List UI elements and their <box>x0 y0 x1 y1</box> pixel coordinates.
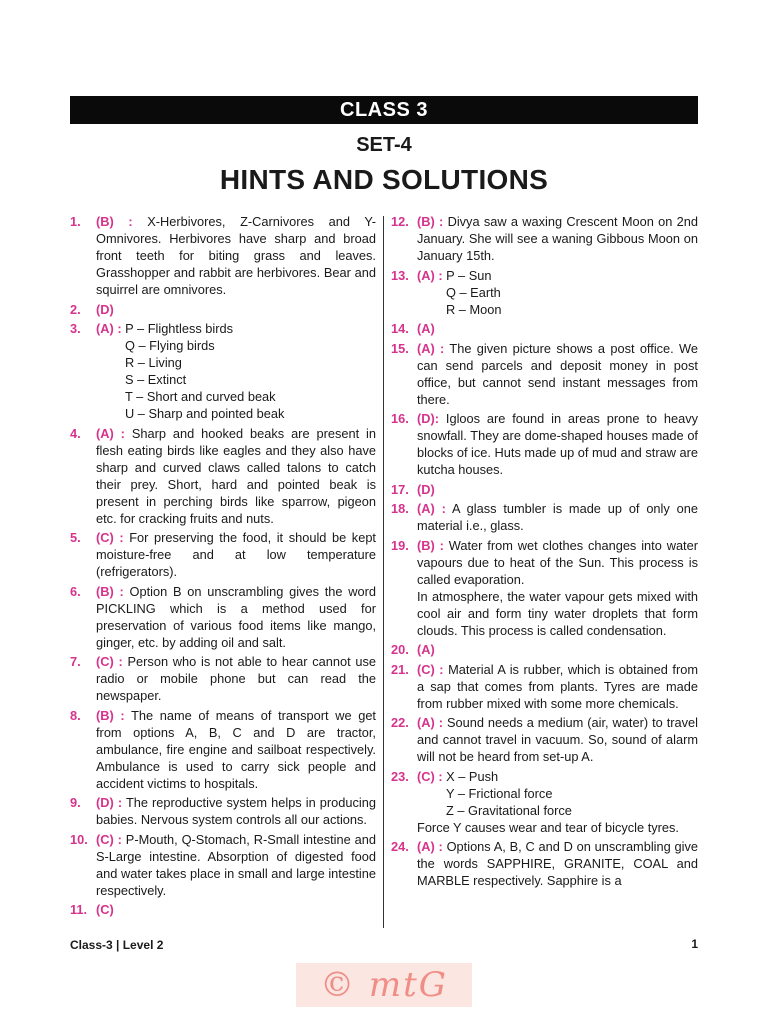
solution-item <box>391 641 698 658</box>
question-number: 19. <box>391 537 409 553</box>
question-number: 17. <box>391 481 409 497</box>
solution-item <box>70 707 376 792</box>
question-number: 2. <box>70 301 81 317</box>
page-title: HINTS AND SOLUTIONS <box>219 164 549 195</box>
solution-item <box>70 320 376 422</box>
solution-item <box>391 661 698 712</box>
explanation-text: Option B on unscrambling gives the word PICKLING which is a method used for preservation of various food items like mango, ginger, etc. by adding oil and salt. <box>96 583 376 650</box>
solution-item <box>391 838 698 889</box>
question-number: 22. <box>391 715 409 730</box>
solution-item <box>70 425 376 527</box>
solution-item <box>391 481 698 498</box>
solution-item <box>391 410 698 478</box>
solution-item <box>391 213 698 264</box>
matching-line: T – Short and curved beak <box>125 389 276 404</box>
answer-option: (B) : <box>417 537 444 553</box>
question-number: 24. <box>391 839 409 854</box>
matching-line: S – Extinct <box>125 372 187 387</box>
explanation-text: A glass tumbler is made up of only one material i.e., glass. <box>417 501 698 533</box>
question-number: 1. <box>70 214 81 229</box>
explanation-paragraph: Force Y causes wear and tear of bicycle tyres. <box>417 819 679 835</box>
explanation-text: X-Herbivores, Z-Carnivores and Y-Omnivores. Herbivores have sharp and broad front teeth for biting grass and leaves. Grasshopper and rabbit are herbivores. Bear and squirrel are omnivores. <box>96 214 376 297</box>
question-number: 9. <box>70 795 81 810</box>
question-number: 23. <box>391 768 409 784</box>
question-number: 11. <box>70 902 88 917</box>
explanation-text: Sound needs a medium (air, water) to travel and cannot travel in vacuum. So, sound of alarm will not be heard from set-up A. <box>417 715 698 764</box>
explanation-text: Water from wet clothes changes into water vapours due to heat of the Sun. This process is called evaporation. <box>417 537 698 587</box>
answer-option: (A) : <box>417 839 443 854</box>
explanation-text: P – Sun <box>446 267 492 283</box>
question-number: 20. <box>391 642 409 657</box>
matching-line: Q – Flying birds <box>125 338 215 353</box>
question-number: 10. <box>70 831 88 847</box>
question-number: 7. <box>70 654 81 669</box>
page-number: 1 <box>691 937 698 951</box>
question-number: 8. <box>70 707 81 723</box>
question-number: 14. <box>391 321 409 336</box>
explanation-text: P – Flightless birds <box>125 321 234 336</box>
answer-option: (D) : <box>96 795 123 810</box>
answer-option: (A) : <box>96 425 125 441</box>
answer-option: (A) : <box>417 501 446 516</box>
class-banner: CLASS 3 <box>70 96 698 124</box>
explanation-text: The reproductive system helps in producing babies. Nervous system controls all our actions. <box>96 795 376 827</box>
question-number: 5. <box>70 530 81 545</box>
solution-item <box>391 340 698 408</box>
question-number: 16. <box>391 411 409 426</box>
question-number: 15. <box>391 340 409 356</box>
answer-option: (B) : <box>417 214 444 229</box>
answer-option: (A) : <box>417 715 443 730</box>
answer-option: (C) : <box>417 768 443 784</box>
explanation-text: Sharp and hooked beaks are present in flesh eating birds like eagles and they also have sharp and curved claws called talons to catch their prey. Short, hard and pointed beak is present in perching birds like sparrow, pigeon etc. for cracking fruits and nuts. <box>96 425 376 526</box>
explanation-text: The given picture shows a post office. We can send parcels and deposit money in post office, but cannot send instant messages from there. <box>417 340 698 407</box>
solution-item <box>391 768 698 836</box>
question-number: 6. <box>70 583 81 599</box>
right-column <box>391 213 698 892</box>
solution-item <box>70 529 376 580</box>
footer-level: Class-3 | Level 2 <box>70 938 164 952</box>
solution-item <box>70 831 376 899</box>
solution-item <box>391 320 698 337</box>
solution-item <box>391 500 698 534</box>
solution-item <box>391 714 698 765</box>
explanation-text: Person who is not able to hear cannot use radio or mobile phone but can read the newspaper. <box>96 654 376 703</box>
answer-option: (A) <box>417 642 435 657</box>
question-number: 21. <box>391 661 409 677</box>
solution-item <box>391 267 698 318</box>
explanation-paragraph: In atmosphere, the water vapour gets mixed with cool air and form tiny water droplets that form clouds. This process is called condensation. <box>417 588 698 638</box>
answer-option: (C) : <box>96 654 123 669</box>
question-number: 18. <box>391 501 409 516</box>
solution-item <box>70 901 376 918</box>
answer-option: (B) : <box>96 214 133 229</box>
answer-option: (A) : <box>417 340 445 356</box>
explanation-text: For preserving the food, it should be kept moisture-free and at low temperature (refrigerators). <box>96 530 376 579</box>
answer-option: (A) : <box>96 321 122 336</box>
answer-option: (C) <box>96 902 114 917</box>
solution-item <box>70 583 376 651</box>
matching-line: U – Sharp and pointed beak <box>125 406 285 421</box>
solution-item <box>70 653 376 704</box>
answer-option: (C) : <box>417 661 444 677</box>
explanation-text: Divya saw a waxing Crescent Moon on 2nd January. She will see a waning Gibbous Moon on January 15th. <box>417 214 698 263</box>
question-number: 13. <box>391 267 409 283</box>
answer-option: (A) : <box>417 267 443 283</box>
answer-option: (A) <box>417 321 435 336</box>
question-number: 4. <box>70 425 81 441</box>
matching-line: Z – Gravitational force <box>446 802 572 818</box>
answer-option: (D) <box>417 481 435 497</box>
mtg-watermark-logo: © mtG <box>296 963 472 1007</box>
answer-option: (B) : <box>96 583 124 599</box>
question-number: 12. <box>391 214 409 229</box>
column-divider <box>383 216 384 928</box>
set-title: SET-4 <box>356 134 412 156</box>
matching-line: R – Living <box>125 355 182 370</box>
solution-item <box>70 301 376 318</box>
solution-item <box>391 537 698 639</box>
explanation-text: Material A is rubber, which is obtained from a sap that comes from plants. Tyres are made from rubber mixed with some more chemicals. <box>417 661 698 711</box>
explanation-text: The name of means of transport we get from options A, B, C and D are tractor, ambulance, fire engine and sailboat respectively. Ambulance is used to carry sick people and accident victims to hospitals. <box>96 707 376 791</box>
solution-item <box>70 213 376 298</box>
matching-line: Q – Earth <box>446 284 501 300</box>
explanation-text: Options A, B, C and D on unscrambling give the words SAPPHIRE, GRANITE, COAL and MARBLE respectively. Sapphire is a <box>417 839 699 888</box>
explanation-text: P-Mouth, Q-Stomach, R-Small intestine and S-Large intestine. Absorption of digested food and water takes place in small and large intestine respectively. <box>96 831 376 898</box>
left-column <box>70 213 376 921</box>
solution-item <box>70 794 376 828</box>
answer-option: (C) : <box>96 831 122 847</box>
answer-option: (D) <box>96 301 114 317</box>
explanation-text: X – Push <box>446 768 499 784</box>
matching-line: R – Moon <box>446 301 502 317</box>
answer-option: (C) : <box>96 530 124 545</box>
explanation-text: Igloos are found in areas prone to heavy snowfall. They are dome-shaped houses made of blocks of ice. Huts made up of mud and straw are kutcha houses. <box>417 411 699 477</box>
answer-option: (B) : <box>96 707 125 723</box>
answer-option: (D): <box>417 411 440 426</box>
question-number: 3. <box>70 321 81 336</box>
matching-line: Y – Frictional force <box>446 785 553 801</box>
